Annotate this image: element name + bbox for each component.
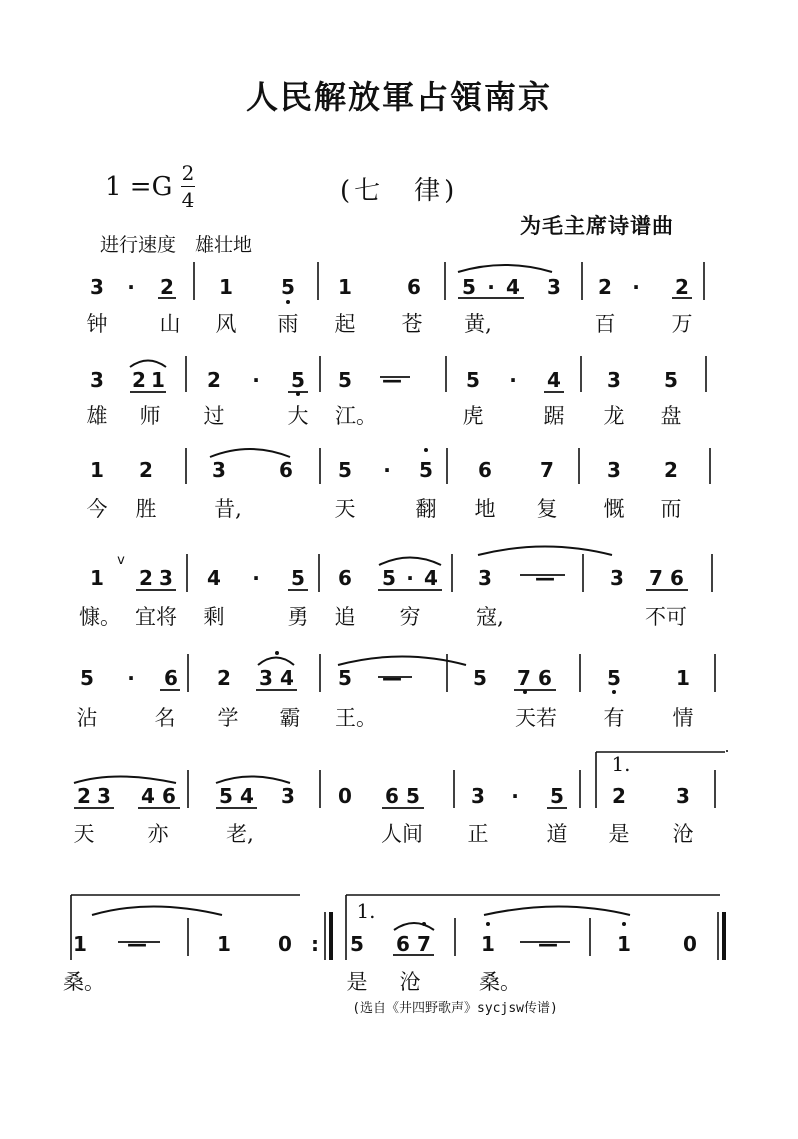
note: — [382,368,402,392]
lyric: 风 [215,312,237,336]
note: 3 [607,368,621,392]
bar-lines [71,262,727,960]
tempo-marking: 进行速度 雄壮地 [100,234,253,256]
lyric: 慷。 [79,605,121,629]
lyric: 勇 [287,605,309,629]
note: 4 [424,566,438,590]
note: 4 [141,784,155,808]
lyric: 霸 [279,706,301,730]
note: 7 [417,932,431,956]
slurs [74,265,630,930]
note: 3 [281,784,295,808]
note: 2 [598,275,612,299]
note: · [127,666,135,690]
note: · [509,368,517,392]
lyric: 昔, [214,497,242,521]
note: 5 [338,666,352,690]
lyric: 人间 [381,822,423,846]
source-credit: (选自《井四野歌声》sycjsw传谱) [352,1001,558,1016]
note: 2 [139,458,153,482]
octave-dots [275,300,626,926]
note: 4 [207,566,221,590]
note: 2 [160,275,174,299]
lyric: 慨 [603,497,625,521]
note: 2 [77,784,91,808]
note: 5 [550,784,564,808]
lyric: 而 [660,497,682,521]
note: 6 [478,458,492,482]
lyric: 王。 [335,706,377,730]
note: 6 [407,275,421,299]
note: 6 [670,566,684,590]
note: 1 [90,566,104,590]
key-signature: 1 =G [105,172,173,202]
note: 3 [259,666,273,690]
lyric: 剩 [203,605,225,629]
page-title: 人民解放軍占領南京 [245,78,552,116]
lyric: 雨 [277,312,299,336]
composer-credit: 为毛主席诗谱曲 [520,213,674,238]
note: · [487,275,495,299]
lyric: 穷 [399,605,421,629]
note: 2 [139,566,153,590]
note: 1 [217,932,231,956]
lyric: 天 [73,822,95,846]
note: 0 [338,784,352,808]
note: 4 [506,275,520,299]
volta-label: 1. [611,752,631,776]
lyric: 道 [546,822,568,846]
note: 6 [279,458,293,482]
note: 6 [338,566,352,590]
note: 7 [540,458,554,482]
lyric: 老, [226,822,254,846]
lyric: 名 [154,706,176,730]
note: 2 [207,368,221,392]
note: 3 [90,275,104,299]
lyric: 今 [86,497,108,521]
note: · [252,566,260,590]
repeat-sign: : [311,932,319,956]
note: 5 [338,368,352,392]
note: 5 [382,566,396,590]
lyric: 桑。 [479,970,521,994]
note: 4 [240,784,254,808]
note: 5 [607,666,621,690]
note: 5 [419,458,433,482]
lyric: 学 [217,706,239,730]
lyric: 雄 [86,404,108,428]
note: 5 [291,368,305,392]
note: 2 [217,666,231,690]
note: 0 [683,932,697,956]
note: 6 [396,932,410,956]
lyric: 天 [334,497,356,521]
note: 3 [471,784,485,808]
lyric: 是 [608,822,630,846]
note: 1 [676,666,690,690]
note: 7 [517,666,531,690]
note: — [382,666,402,690]
note: · [406,566,414,590]
note: 2 [675,275,689,299]
lyric: 起 [334,312,356,336]
note: — [538,932,558,956]
lyric: 追 [334,605,356,629]
note: 3 [212,458,226,482]
lyric: 不可 [645,605,687,629]
note: 3 [97,784,111,808]
note: 2 [664,458,678,482]
lyric: 沧 [399,970,421,994]
note: 3 [159,566,173,590]
lyric: 情 [672,706,694,730]
note: · [252,368,260,392]
lyric: 钟 [86,312,108,336]
note: 3 [90,368,104,392]
note: 5 [473,666,487,690]
note: 3 [547,275,561,299]
note: 5 [338,458,352,482]
lyric: 虎 [462,404,484,428]
time-signature-numerator: 2 [181,161,195,185]
lyric: 桑。 [63,970,105,994]
breath-mark: v [117,553,125,568]
lyric: 大 [287,404,309,428]
note: 6 [538,666,552,690]
lyric: 江。 [335,404,377,428]
lyric: 百 [594,312,616,336]
note: 5 [219,784,233,808]
genre-label: (七 律) [340,176,459,206]
lyric: 宜将 [135,605,177,629]
note: 4 [280,666,294,690]
lyric: 有 [603,706,625,730]
lyric: 复 [536,497,558,521]
lyric: 黄, [464,312,492,336]
lyric: 踞 [543,404,565,428]
note: 3 [676,784,690,808]
note: 6 [164,666,178,690]
lyric: 是 [346,970,368,994]
note: 1 [617,932,631,956]
lyric: 龙 [603,404,625,428]
lyric: 苍 [401,312,423,336]
lyric: 万 [671,312,693,336]
lyric: 天若 [515,706,557,730]
lyric: 过 [203,404,225,428]
note: 5 [462,275,476,299]
note: 3 [607,458,621,482]
note: 6 [385,784,399,808]
note: 6 [162,784,176,808]
note: 2 [612,784,626,808]
lyric: 胜 [135,497,157,521]
lyric: 地 [474,497,496,521]
note: 5 [80,666,94,690]
lyric: 师 [139,404,161,428]
note: 5 [664,368,678,392]
note: · [632,275,640,299]
note: 4 [547,368,561,392]
lyric: 沧 [672,822,694,846]
note: · [127,275,135,299]
note: 0 [278,932,292,956]
note: 5 [406,784,420,808]
note: 3 [478,566,492,590]
lyric: 盘 [660,404,682,428]
note: 3 [610,566,624,590]
time-signature-denominator: 4 [181,188,195,212]
eighth-underlines [74,298,692,955]
lyric: 亦 [147,822,169,846]
note: · [511,784,519,808]
volta-label: 1. [356,899,376,923]
note: 1 [151,368,165,392]
note: 1 [73,932,87,956]
note: 1 [219,275,233,299]
note: 1 [481,932,495,956]
lyric: 正 [467,822,489,846]
note: — [127,932,147,956]
lyric: 沾 [76,706,98,730]
lyric: 寇, [476,605,504,629]
note: 1 [90,458,104,482]
note: 5 [466,368,480,392]
note: 5 [281,275,295,299]
lyric: 山 [159,312,181,336]
note: 5 [291,566,305,590]
note: 1 [338,275,352,299]
note: 2 [132,368,146,392]
note: · [383,458,391,482]
note: 7 [649,566,663,590]
note: 5 [350,932,364,956]
note: — [535,566,555,590]
lyric: 翻 [415,497,437,521]
